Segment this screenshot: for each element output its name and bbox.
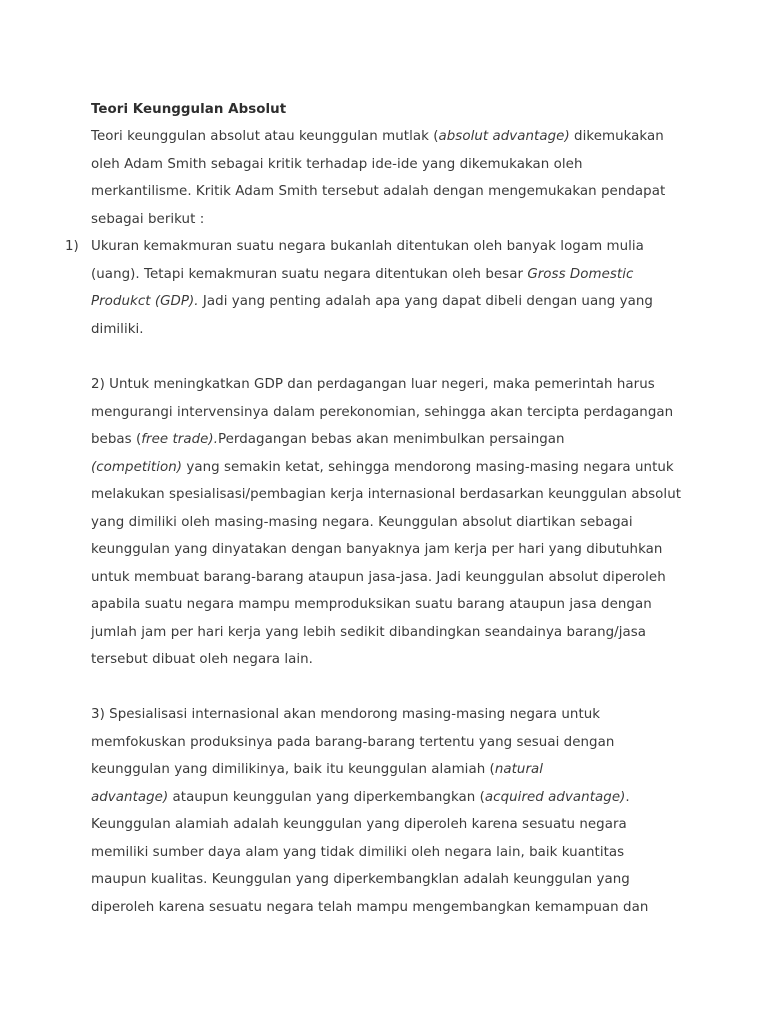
- item3-line: memiliki sumber daya alam yang tidak dimiliki oleh negara lain, baik kuantitas: [91, 844, 625, 860]
- item3-line: 3) Spesialisasi internasional akan mendorong masing-masing negara untuk: [91, 707, 601, 722]
- list-number: 1): [65, 239, 79, 254]
- item3-line: diperoleh karena sesuatu negara telah mampu mengembangkan kemampuan dan: [91, 899, 649, 915]
- item3-line: Keunggulan alamiah adalah keunggulan yang diperoleh karena sesuatu negara: [91, 817, 627, 832]
- item2-line: untuk membuat barang-barang ataupun jasa-jasa. Jadi keunggulan absolut diperoleh: [91, 569, 666, 585]
- item1-line: dimiliki.: [91, 321, 144, 337]
- intro-line: Teori keunggulan absolut atau keunggulan mutlak (absolut advantage) dikemukakan: [91, 129, 664, 144]
- item2-line: mengurangi intervensinya dalam perekonomian, sehingga akan tercipta perdagangan: [91, 404, 674, 420]
- item3-line: keunggulan yang dimilikinya, baik itu keunggulan alamiah (natural: [91, 762, 544, 777]
- item2-line: melakukan spesialisasi/pembagian kerja internasional berdasarkan keunggulan absolut: [91, 487, 682, 502]
- item2-line: (competition) yang semakin ketat, sehingga mendorong masing-masing negara untuk: [91, 459, 674, 475]
- item3-line: memfokuskan produksinya pada barang-barang tertentu yang sesuai dengan: [91, 734, 615, 750]
- intro-line: merkantilisme. Kritik Adam Smith tersebut adalah dengan mengemukakan pendapat: [91, 184, 666, 199]
- intro-line: sebagai berikut :: [91, 211, 205, 227]
- item2-line: tersebut dibuat oleh negara lain.: [91, 652, 313, 667]
- item2-line: 2) Untuk meningkatkan GDP dan perdagangan luar negeri, maka pemerintah harus: [91, 377, 655, 392]
- item2-line: keunggulan yang dinyatakan dengan banyaknya jam kerja per hari yang dibutuhkan: [91, 542, 663, 557]
- item1-line: (uang). Tetapi kemakmuran suatu negara ditentukan oleh besar Gross Domestic: [91, 266, 634, 282]
- item1-line: Ukuran kemakmuran suatu negara bukanlah ditentukan oleh banyak logam mulia: [91, 239, 644, 254]
- section-title: Teori Keunggulan Absolut: [91, 102, 287, 117]
- item2-line: jumlah jam per hari kerja yang lebih sedikit dibandingkan seandainya barang/jasa: [91, 624, 647, 640]
- item3-line: maupun kualitas. Keunggulan yang diperkembangklan adalah keunggulan yang: [91, 872, 630, 887]
- item2-line: apabila suatu negara mampu memproduksikan suatu barang ataupun jasa dengan: [91, 597, 652, 612]
- item2-line: yang dimiliki oleh masing-masing negara. Keunggulan absolut diartikan sebagai: [91, 514, 633, 530]
- item1-line: Produkct (GDP). Jadi yang penting adalah apa yang dapat dibeli dengan uang yang: [91, 294, 653, 309]
- item2-line: bebas (free trade).Perdagangan bebas akan menimbulkan persaingan: [91, 432, 565, 447]
- intro-line: oleh Adam Smith sebagai kritik terhadap ide-ide yang dikemukakan oleh: [91, 156, 583, 172]
- item3-line: advantage) ataupun keunggulan yang diperkembangkan (acquired advantage).: [91, 789, 630, 805]
